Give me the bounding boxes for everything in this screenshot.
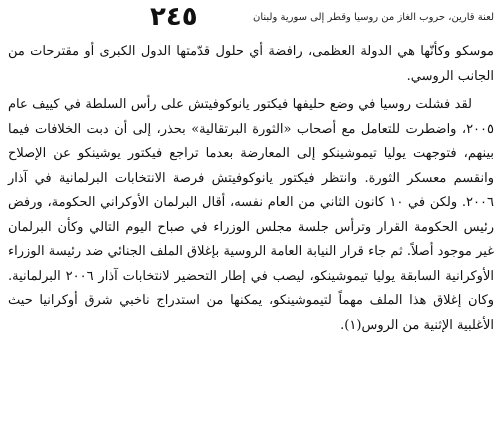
paragraph: لقد فشلت روسيا في وضع حليفها فيكتور يانوكوفيتش على رأس السلطة في كييف عام ٢٠٠٥، واضطرت للتعامل مع أصحاب «الثورة البرتقالية» بحذر، إلى أن دبت الخلافات فيما بينهم، فتوجهت يوليا تيموشينكو إلى المعارضة بعدما تراجع فيكتور يوشينكو عن الإصلاح وانقسم معسكر الثورة. وانتظر فيكتور يانوكوفيتش فرصة الانتخابات البرلمانية في آذار ٢٠٠٦. ولكن في ١٠ كانون الثاني من العام نفسه، أقال البرلمان الأوكراني الحكومة، ورفض رئيس الحكومة القرار وترأس جلسة مجلس الوزراء في صباح اليوم التالي وكأن البرلمان غير موجود أصلاً. ثم جاء قرار النيابة العامة الروسية بإغلاق الملف الجنائي ضد رئيسة الوزراء الأوكرانية السابقة يوليا تيموشينكو، ليصب في إطار التحضير لانتخابات آذار ٢٠٠٦ البرلمانية. وكان إغلاق هذا الملف مهماً لتيموشينكو، يمكنها من استدراج ناخبي شرق أوكرانيا حيث الأغلبية الإثنية من الروس(١). (8, 97, 494, 333)
body-text (8, 40, 494, 338)
running-header: لعنة قارين، حروب الغاز من روسيا وقطر إلى سورية ولبنان (253, 12, 494, 23)
paragraph-continuation: موسكو وكأنّها هي الدولة العظمى، رافضة أي حلول قدّمتها الدول الكبرى أو مقترحات من الجانب الروسي. (8, 44, 494, 84)
page-number: ٢٤٥ (150, 2, 198, 32)
